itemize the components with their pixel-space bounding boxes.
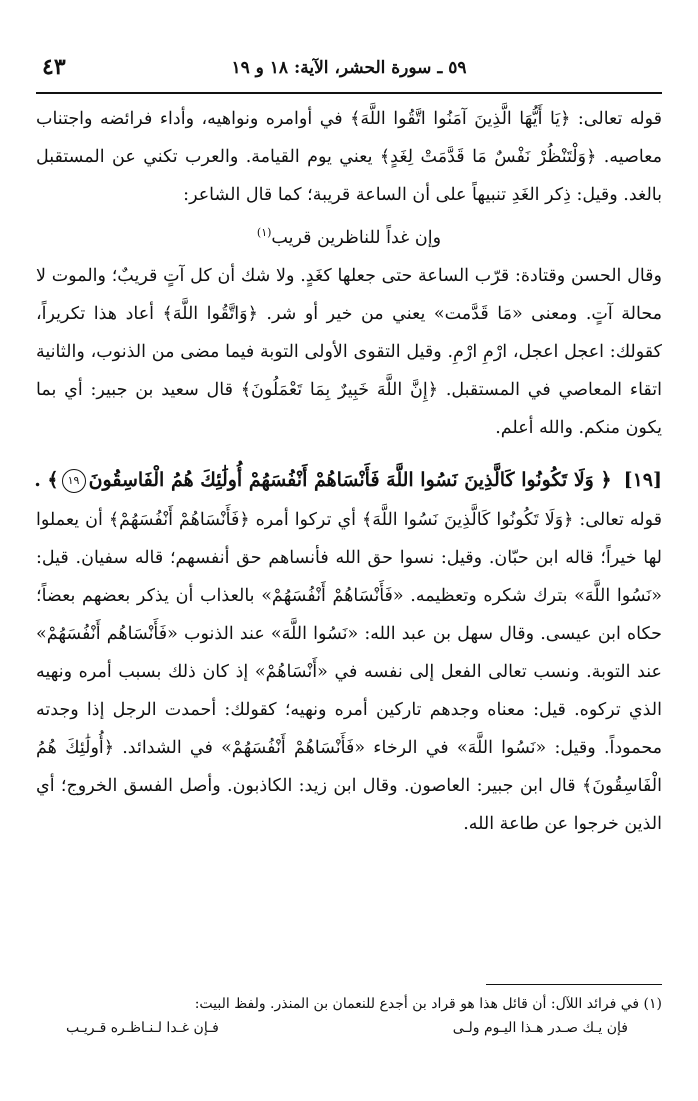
footnote-marker: (١) bbox=[256, 226, 272, 239]
poetry-text: وإن غداً للناظرين قريب bbox=[271, 227, 442, 248]
footnote-divider bbox=[486, 984, 662, 985]
footnotes bbox=[36, 992, 662, 1040]
paragraph: قوله تعالى: ﴿وَلَا تَكُونُوا كَالَّذِينَ نَسُوا اللَّهَ﴾ أي تركوا أمره ﴿فَأَنْسَاهُمْ أَنْفُسَهُمْ﴾ أن يعملوا لها خيراً؛ قاله ابن حبّان. وقيل: نسوا حق الله فأنساهم حق أنفسهم؛ قاله سفيان. قيل: «نَسُوا اللَّهَ» بترك شكره وتعظيمه. «فَأَنْسَاهُمْ أَنْفُسَهُمْ» بالعذاب أن يذكر بعضهم بعضاً؛ حكاه ابن عيسى. وقال سهل بن عبد الله: «نَسُوا اللَّهَ» عند الذنوب «فَأَنْسَاهُم أَنْفُسَهُمْ» عند التوبة. ونسب تعالى الفعل إلى نفسه في «أَنْسَاهُمْ» إذ كان ذلك بسبب أمره ونهيه الذي تركوه. قيل: معناه وجدهم تاركين أمره ونهيه؛ كقولك: أحمدت الرجل إذا وجدته محموداً. وقيل: «نَسُوا اللَّهَ» في الرخاء «فَأَنْسَاهُمْ أَنْفُسَهُمْ» في الشدائد. ﴿أُولَٰئِكَ هُمُ الْفَاسِقُونَ﴾ قال ابن جبير: العاصون. وقال ابن زيد: الكاذبون. وأصل الفسق الخروج؛ أي الذين خرجوا عن طاعة الله. bbox=[36, 509, 662, 834]
footnote-1: (١) في فرائد اللآل: أن قائل هذا هو قراد بن أجدع للنعمان بن المنذر. ولفظ البيت: bbox=[194, 996, 662, 1012]
commentary-verse-19 bbox=[36, 501, 662, 843]
paragraph: وقال الحسن وقتادة: قرّب الساعة حتى جعلها كغَدٍ. ولا شك أن كل آتٍ قريبٌ؛ والموت لا محالة آتٍ. ومعنى «مَا قَدَّمت» يعني من خير أو شر. ﴿وَاتَّقُوا اللَّهَ﴾ أعاد هذا تكريراً، كقولك: اعجل اعجل، ارْمِ ارْمِ. وقيل التقوى الأولى التوبة فيما مضى من الذنوب، والثانية اتقاء المعاصي في المستقبل. ﴿إِنَّ اللَّهَ خَبِيرٌ بِمَا تَعْمَلُونَ﴾ قال سعيد بن جبير: أي بما يكون منكم. والله أعلم. bbox=[36, 265, 662, 438]
verse-end-marker: ١٩ bbox=[62, 469, 86, 493]
verse-text: ﴿ وَلَا تَكُونُوا كَالَّذِينَ نَسُوا اللَّهَ فَأَنْسَاهُمْ أَنْفُسَهُمْ أُولَٰئِكَ هُمُ الْفَاسِقُونَ bbox=[88, 468, 612, 491]
poetry-line bbox=[36, 214, 662, 257]
page-number: ٤٣ bbox=[42, 54, 66, 80]
verse-number: [١٩] bbox=[623, 468, 662, 491]
page-header bbox=[36, 52, 662, 94]
verse-19-heading bbox=[36, 461, 662, 499]
commentary-verse-18 bbox=[36, 100, 662, 447]
verse-close: ﴾ . bbox=[34, 468, 59, 491]
poetry-hemistich-left: فـإن غـدا لـنـاظـره قـريـب bbox=[66, 1020, 219, 1036]
paragraph: قوله تعالى: ﴿يَا أَيُّهَا الَّذِينَ آمَنُوا اتَّقُوا اللَّهَ﴾ في أوامره ونواهيه، وأداء فرائضه واجتناب معاصيه. ﴿وَلْتَنْظُرْ نَفْسٌ مَا قَدَّمَتْ لِغَدٍ﴾ يعني يوم القيامة. والعرب تكني عن المستقبل بالغد. وقيل: ذِكر الغَدِ تنبيهاً على أن الساعة قريبة؛ كما قال الشاعر: bbox=[36, 109, 662, 205]
footnote-poetry bbox=[36, 1016, 662, 1040]
running-title: ٥٩ ـ سورة الحشر، الآية: ١٨ و ١٩ bbox=[231, 58, 467, 78]
poetry-hemistich-right: فإن يـك صـدر هـذا اليـوم ولـى bbox=[452, 1020, 628, 1036]
book-page bbox=[36, 52, 662, 1082]
